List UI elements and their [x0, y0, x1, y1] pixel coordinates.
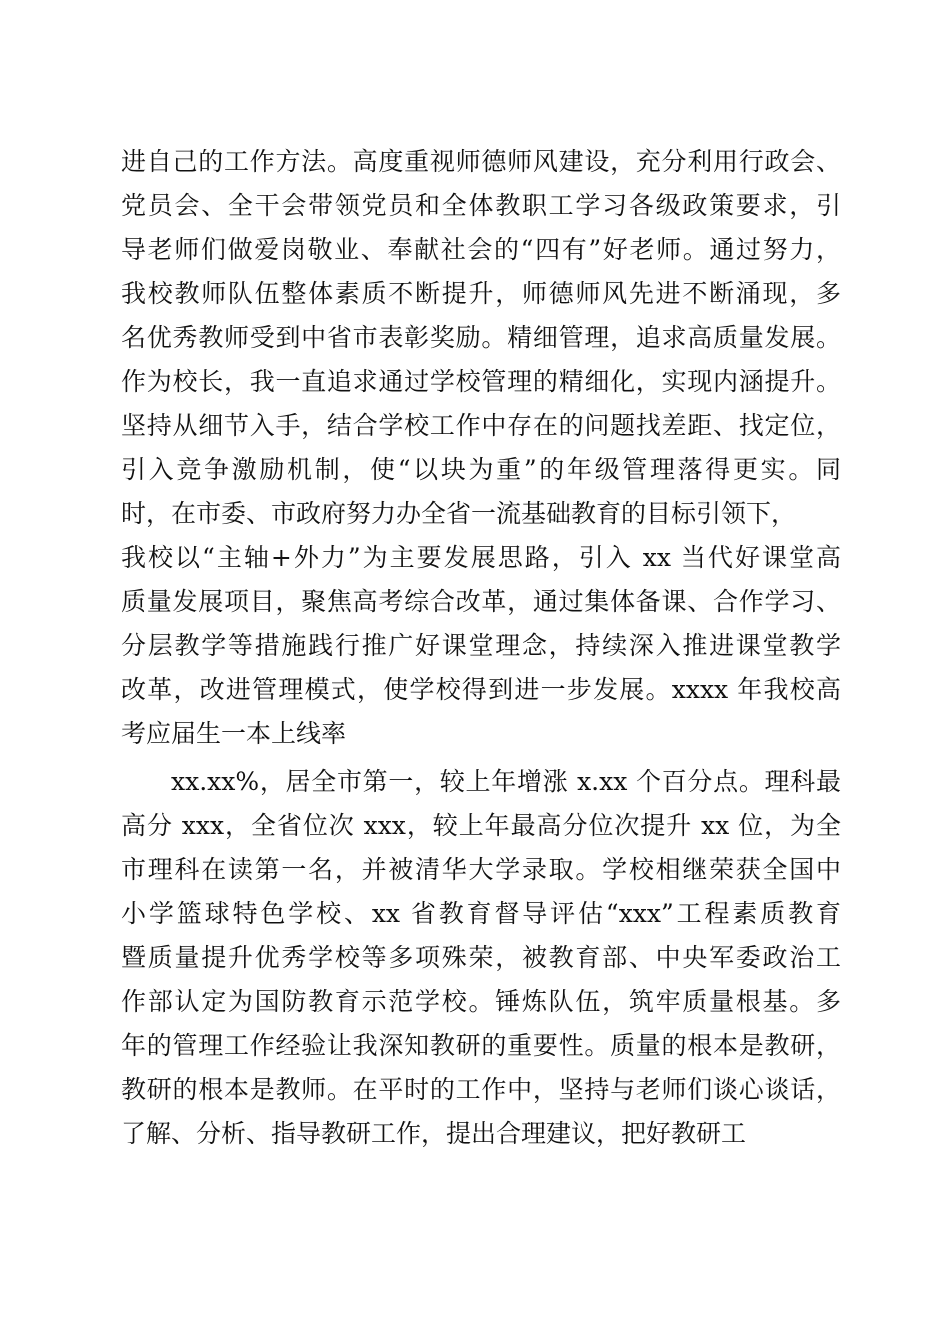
text-line: 市理科在读第一名，并被清华大学录取。学校相继荣获全国中	[121, 855, 841, 884]
text-line: 质量发展项目，聚焦高考综合改革，通过集体备课、合作学习、	[121, 587, 841, 616]
text-line: 时，在市委、市政府努力办全省一流基础教育的目标引领下，	[121, 499, 797, 528]
text-line: 我校以“主轴+外力”为主要发展思路，引入 xx 当代好课堂高	[121, 543, 841, 572]
text-line: 坚持从细节入手，结合学校工作中存在的问题找差距、找定位，	[121, 411, 841, 440]
text-line: 名优秀教师受到中省市表彰奖励。精细管理，追求高质量发展。	[121, 323, 841, 352]
text-line: 考应届生一本上线率	[121, 719, 347, 748]
text-line: 进自己的工作方法。高度重视师德师风建设，充分利用行政会、	[121, 147, 841, 176]
paragraph-1	[121, 140, 841, 756]
text-line: 小学篮球特色学校、xx 省教育督导评估“xxx”工程素质教育	[121, 899, 841, 928]
text-line: 分层教学等措施践行推广好课堂理念，持续深入推进课堂教学	[121, 631, 841, 660]
text-line: 导老师们做爱岗敬业、奉献社会的“四有”好老师。通过努力，	[121, 235, 841, 264]
text-line: 作为校长，我一直追求通过学校管理的精细化，实现内涵提升。	[121, 367, 841, 396]
text-line: xx.xx%，居全市第一，较上年增涨 x.xx 个百分点。理科最	[171, 767, 841, 796]
text-line: 我校教师队伍整体素质不断提升，师德师风先进不断涌现，多	[121, 279, 841, 308]
text-line: 党员会、全干会带领党员和全体教职工学习各级政策要求，引	[121, 191, 841, 220]
text-line: 高分 xxx，全省位次 xxx，较上年最高分位次提升 xx 位，为全	[121, 811, 841, 840]
text-line: 暨质量提升优秀学校等多项殊荣，被教育部、中央军委政治工	[121, 943, 841, 972]
text-line: 引入竞争激励机制，使“以块为重”的年级管理落得更实。同	[121, 455, 841, 484]
text-line: 改革，改进管理模式，使学校得到进一步发展。xxxx 年我校高	[121, 675, 841, 704]
text-line: 年的管理工作经验让我深知教研的重要性。质量的根本是教研，	[121, 1031, 841, 1060]
paragraph-2	[121, 760, 841, 1156]
text-line: 作部认定为国防教育示范学校。锤炼队伍，筑牢质量根基。多	[121, 987, 841, 1016]
text-line: 教研的根本是教师。在平时的工作中，坚持与老师们谈心谈话，	[121, 1075, 841, 1104]
text-line: 了解、分析、指导教研工作，提出合理建议，把好教研工	[121, 1119, 747, 1148]
